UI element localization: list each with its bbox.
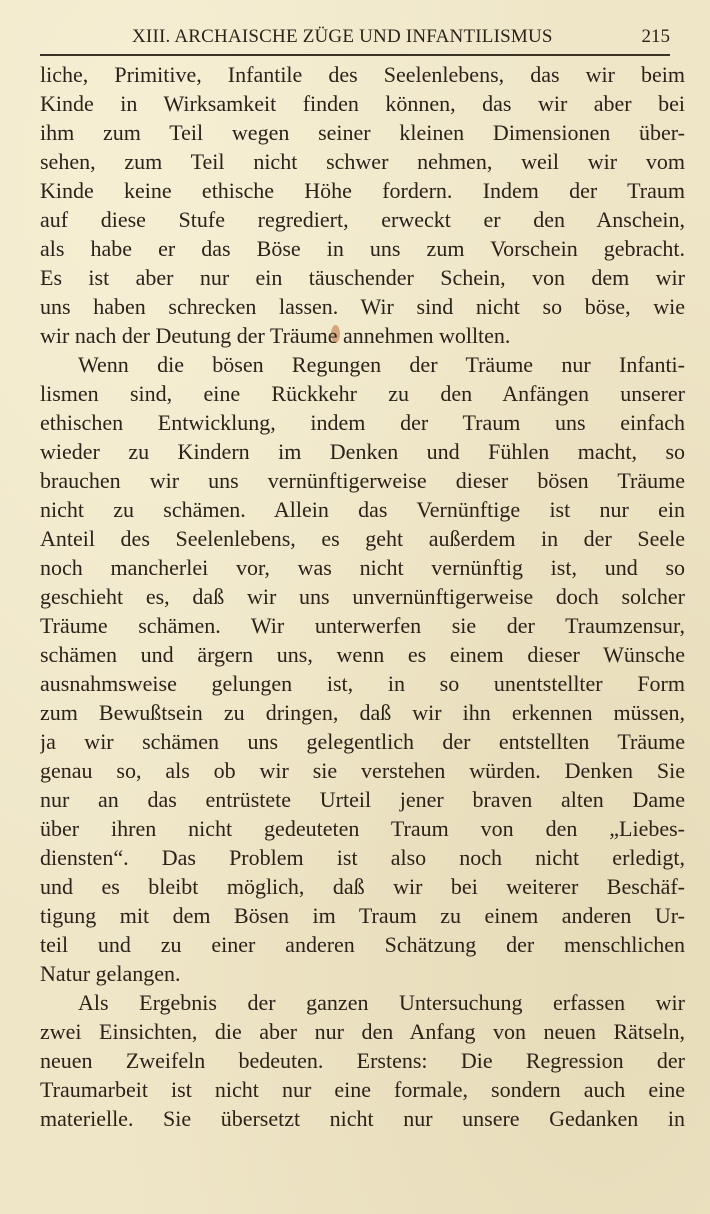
text-line: tigung mit dem Bösen im Traum zu einem anderen Ur- (40, 903, 685, 928)
page-header (40, 22, 670, 56)
text-line: nicht zu schämen. Allein das Vernünftige ist nur ein (40, 497, 685, 522)
text-line: brauchen wir uns vernünftigerweise dieser bösen Träume (40, 468, 685, 493)
text-line: geschieht es, daß wir uns unvernünftigerweise doch solcher (40, 584, 685, 609)
text-line: schämen und ärgern uns, wenn es einem dieser Wünsche (40, 642, 685, 667)
text-line: ausnahmsweise gelungen ist, in so unentstellter Form (40, 671, 685, 696)
text-line: Anteil des Seelenlebens, es geht außerdem in der Seele (40, 526, 685, 551)
text-line: und es bleibt möglich, daß wir bei weiterer Beschäf- (40, 874, 685, 899)
text-line: Wenn die bösen Regungen der Träume nur Infanti- (78, 352, 685, 377)
text-line: diensten“. Das Problem ist also noch nicht erledigt, (40, 845, 685, 870)
text-line: Es ist aber nur ein täuschender Schein, von dem wir (40, 265, 685, 290)
text-line: wir nach der Deutung der Träume annehmen wollten. (40, 323, 511, 348)
text-line: liche, Primitive, Infantile des Seelenlebens, das wir beim (40, 62, 685, 87)
text-line: Kinde keine ethische Höhe fordern. Indem der Traum (40, 178, 685, 203)
text-line: materielle. Sie übersetzt nicht nur unsere Gedanken in (40, 1106, 685, 1131)
text-line: auf diese Stufe regrediert, erweckt er den Anschein, (40, 207, 685, 232)
text-line: uns haben schrecken lassen. Wir sind nicht so böse, wie (40, 294, 685, 319)
text-line: nur an das entrüstete Urteil jener braven alten Dame (40, 787, 685, 812)
text-line: ja wir schämen uns gelegentlich der entstellten Träume (40, 729, 685, 754)
running-title: XIII. ARCHAISCHE ZÜGE UND INFANTILISMUS (132, 26, 553, 47)
text-line: lismen sind, eine Rückkehr zu den Anfängen unserer (40, 381, 685, 406)
text-line: ihm zum Teil wegen seiner kleinen Dimensionen über- (40, 120, 685, 145)
text-line: Träume schämen. Wir unterwerfen sie der Traumzensur, (40, 613, 685, 638)
text-line: Traumarbeit ist nicht nur eine formale, sondern auch eine (40, 1077, 685, 1102)
text-line: genau so, als ob wir sie verstehen würden. Denken Sie (40, 758, 685, 783)
text-line: ethischen Entwicklung, indem der Traum uns einfach (40, 410, 685, 435)
text-line: wieder zu Kindern im Denken und Fühlen macht, so (40, 439, 685, 464)
text-line: zum Bewußtsein zu dringen, daß wir ihn erkennen müssen, (40, 700, 685, 725)
text-line: Als Ergebnis der ganzen Untersuchung erfassen wir (78, 990, 685, 1015)
text-line: Natur gelangen. (40, 961, 181, 986)
text-line: zwei Einsichten, die aber nur den Anfang von neuen Rätseln, (40, 1019, 685, 1044)
text-line: noch mancherlei vor, was nicht vernünftig ist, und so (40, 555, 685, 580)
page-number: 215 (641, 26, 670, 47)
body-text (40, 60, 685, 1133)
text-line: teil und zu einer anderen Schätzung der menschlichen (40, 932, 685, 957)
text-line: als habe er das Böse in uns zum Vorschein gebracht. (40, 236, 685, 261)
text-line: neuen Zweifeln bedeuten. Erstens: Die Regression der (40, 1048, 685, 1073)
text-line: Kinde in Wirksamkeit finden können, das wir aber bei (40, 91, 685, 116)
text-line: über ihren nicht gedeuteten Traum von den „Liebes- (40, 816, 685, 841)
text-line: sehen, zum Teil nicht schwer nehmen, weil wir vom (40, 149, 685, 174)
